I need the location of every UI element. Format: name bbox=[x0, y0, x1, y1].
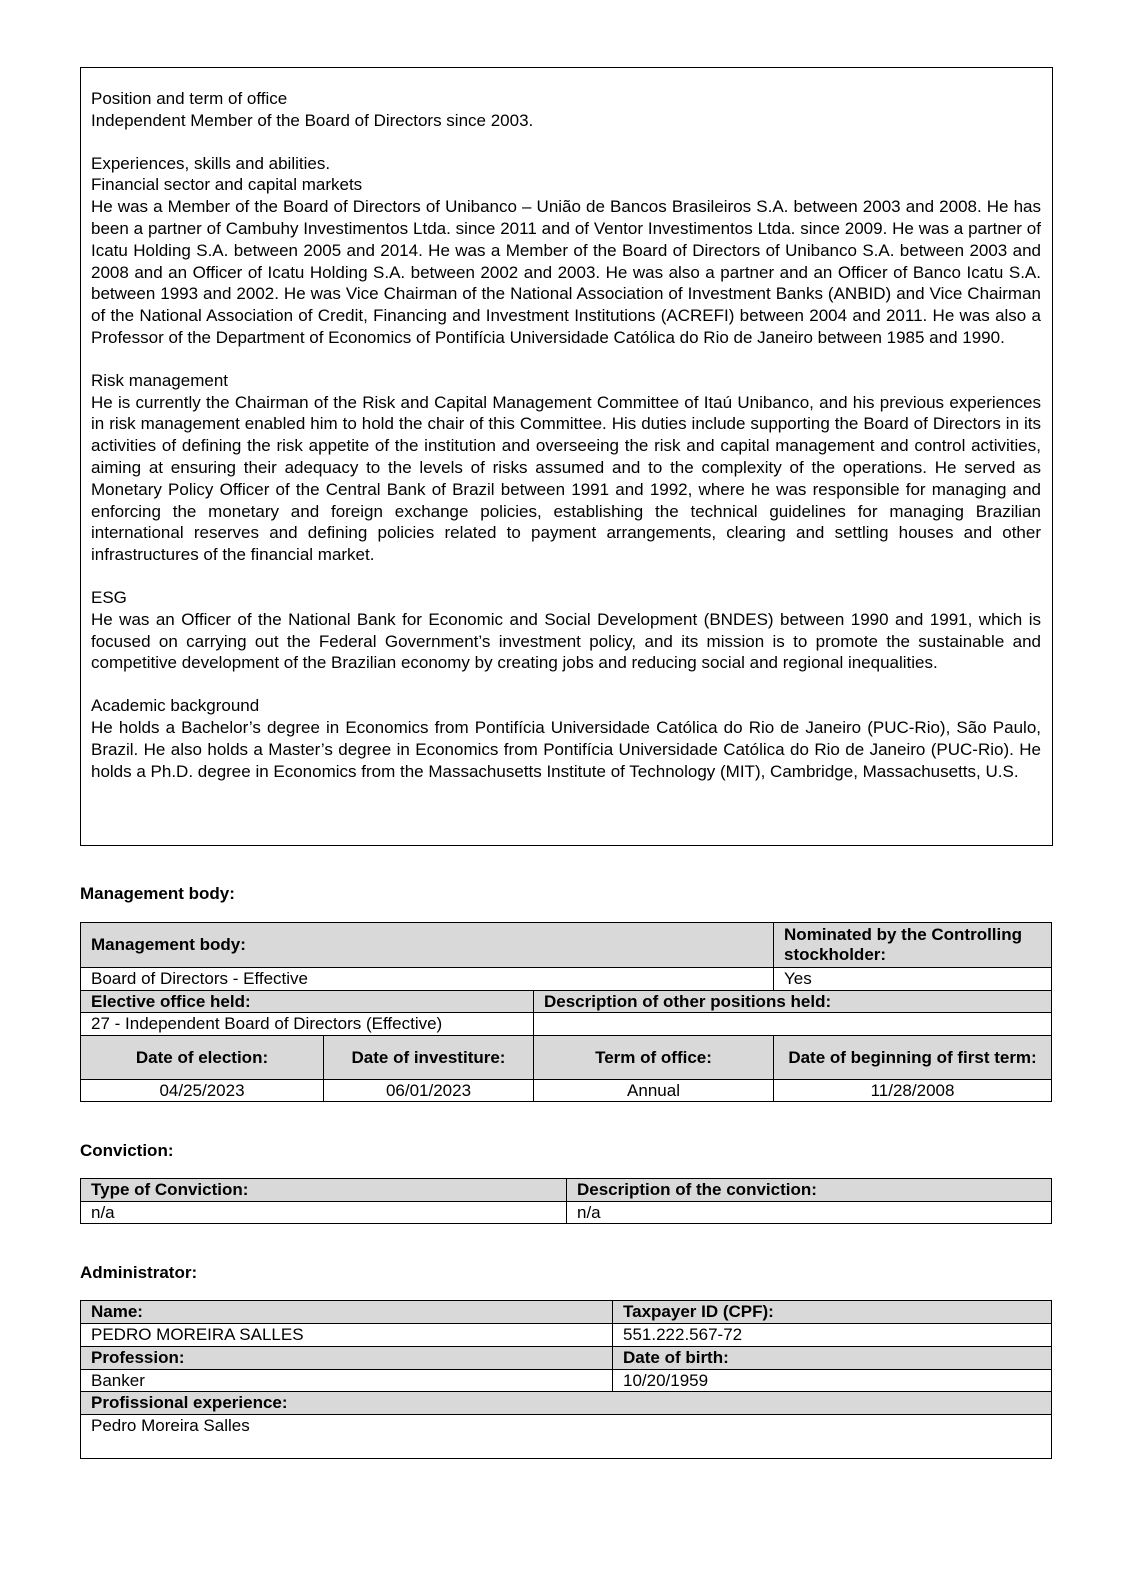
management-table bbox=[80, 922, 1052, 1102]
table-row bbox=[81, 1347, 1052, 1370]
management-body-label: Management body: bbox=[81, 923, 774, 968]
other-positions-value bbox=[534, 1013, 1052, 1036]
esg-section bbox=[91, 587, 1041, 674]
date-investiture-label: Date of investiture: bbox=[324, 1036, 534, 1080]
experience-heading: Experiences, skills and abilities. bbox=[91, 153, 331, 173]
academic-section bbox=[91, 695, 1041, 782]
conviction-type-value: n/a bbox=[81, 1202, 567, 1224]
risk-text: He is currently the Chairman of the Risk and Capital Management Committee of Itaú Unibanco, and his previous experiences in risk management enabled him to hold the chair of this Committee. His duties include supporting the Board of Directors in its activities of defining the risk appetite of the institution and overseeing the risk and capital management and control activities, aiming at ensuring their adequacy to the levels of risks assumed and to the complexity of the operations. He served as Monetary Policy Officer of the Central Bank of Brazil between 1991 and 1992, where he was responsible for managing and enforcing the monetary and foreign exchange policies, establishing the technical guidelines for managing Brazilian international reserves and defining policies related to payment arrangements, clearing and settling houses and other infrastructures of the financial market. bbox=[91, 392, 1041, 565]
esg-text: He was an Officer of the National Bank for Economic and Social Development (BNDES) between 1990 and 1991, which is focused on carrying out the Federal Government’s investment policy, and its mission is to promote the sustainable and competitive development of the Brazilian economy by creating jobs and reducing social and regional inequalities. bbox=[91, 609, 1041, 673]
taxpayer-value: 551.222.567-72 bbox=[613, 1324, 1052, 1347]
position-heading: Position and term of office bbox=[91, 89, 288, 108]
table-row bbox=[81, 1080, 1052, 1102]
elective-office-value: 27 - Independent Board of Directors (Effective) bbox=[81, 1013, 534, 1036]
date-investiture-value: 06/01/2023 bbox=[324, 1080, 534, 1102]
other-positions-label: Description of other positions held: bbox=[534, 991, 1052, 1013]
table-row bbox=[81, 1036, 1052, 1080]
academic-heading: Academic background bbox=[91, 696, 260, 716]
experience-label: Profissional experience: bbox=[81, 1392, 1052, 1415]
experience-section bbox=[91, 153, 1041, 349]
conviction-table bbox=[80, 1178, 1052, 1224]
academic-text: He holds a Bachelor’s degree in Economics from Pontifícia Universidade Católica do Rio de Janeiro (PUC-Rio), São Paulo, Brazil. He also holds a Master’s degree in Economics from Pontifícia Universidade Católica do Rio de Janeiro (PUC-Rio). He holds a Ph.D. degree in Economics from the Massachusetts Institute of Technology (MIT), Cambridge, Massachusetts, U.S. bbox=[91, 717, 1041, 781]
table-row bbox=[81, 923, 1052, 968]
administrator-table bbox=[80, 1300, 1052, 1459]
biography-box bbox=[80, 67, 1053, 846]
nominated-value: Yes bbox=[774, 968, 1052, 991]
conviction-description-value: n/a bbox=[567, 1202, 1052, 1224]
experience-text: He was a Member of the Board of Directors of Unibanco – União de Bancos Brasileiros S.A. between 2003 and 2008. He has been a partner of Cambuhy Investimentos Ltda. since 2011 and of Ventor Investimentos Ltda. since 2009. He was a partner of Icatu Holding S.A. between 2005 and 2014. He was a Member of the Board of Directors of Unibanco S.A. between 2003 and 2008 and an Officer of Icatu Holding S.A. between 2002 and 2003. He was also a partner and an Officer of Banco Icatu S.A. between 1993 and 2002. He was Vice Chairman of the National Association of Investment Banks (ANBID) and Vice Chairman of the National Association of Credit, Financing and Investment Institutions (ACREFI) between 2004 and 2011. He was also a Professor of the Department of Economics of Pontifícia Universidade Católica do Rio de Janeiro between 1985 and 1990. bbox=[91, 197, 1041, 347]
position-text: Independent Member of the Board of Directors since 2003. bbox=[91, 110, 534, 130]
birth-value: 10/20/1959 bbox=[613, 1370, 1052, 1392]
esg-heading: ESG bbox=[91, 587, 127, 607]
table-row bbox=[81, 1392, 1052, 1415]
management-body-value: Board of Directors - Effective bbox=[81, 968, 774, 991]
date-election-value: 04/25/2023 bbox=[81, 1080, 324, 1102]
first-term-label: Date of beginning of first term: bbox=[774, 1036, 1052, 1080]
table-row bbox=[81, 1013, 1052, 1036]
position-section bbox=[91, 88, 1041, 132]
profession-label: Profession: bbox=[81, 1347, 613, 1370]
experience-value: Pedro Moreira Salles bbox=[81, 1415, 1052, 1459]
conviction-description-label: Description of the conviction: bbox=[567, 1179, 1052, 1202]
first-term-value: 11/28/2008 bbox=[774, 1080, 1052, 1102]
term-value: Annual bbox=[534, 1080, 774, 1102]
table-row bbox=[81, 1202, 1052, 1224]
name-value: PEDRO MOREIRA SALLES bbox=[81, 1324, 613, 1347]
term-label: Term of office: bbox=[534, 1036, 774, 1080]
table-row bbox=[81, 1301, 1052, 1324]
name-label: Name: bbox=[81, 1301, 613, 1324]
management-section-title: Management body: bbox=[80, 884, 235, 903]
table-row bbox=[81, 1179, 1052, 1202]
risk-heading: Risk management bbox=[91, 370, 229, 390]
table-row bbox=[81, 1324, 1052, 1347]
nominated-label: Nominated by the Controlling stockholder: bbox=[774, 923, 1052, 968]
administrator-section-title: Administrator: bbox=[80, 1263, 198, 1282]
conviction-section-title: Conviction: bbox=[80, 1141, 174, 1160]
risk-section bbox=[91, 370, 1041, 566]
birth-label: Date of birth: bbox=[613, 1347, 1052, 1370]
table-row bbox=[81, 1370, 1052, 1392]
elective-office-label: Elective office held: bbox=[81, 991, 534, 1013]
table-row bbox=[81, 991, 1052, 1013]
table-row bbox=[81, 1415, 1052, 1459]
experience-subheading: Financial sector and capital markets bbox=[91, 175, 363, 195]
conviction-type-label: Type of Conviction: bbox=[81, 1179, 567, 1202]
table-row bbox=[81, 968, 1052, 991]
taxpayer-label: Taxpayer ID (CPF): bbox=[613, 1301, 1052, 1324]
date-election-label: Date of election: bbox=[81, 1036, 324, 1080]
profession-value: Banker bbox=[81, 1370, 613, 1392]
